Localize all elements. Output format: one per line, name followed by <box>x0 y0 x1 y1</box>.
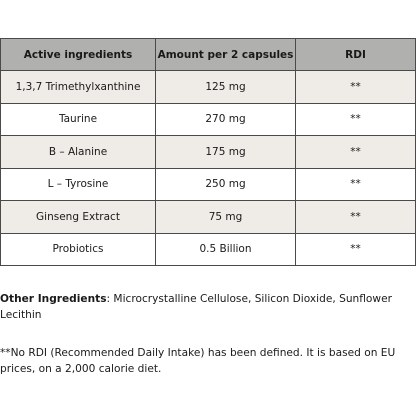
amount-cell: 250 mg <box>156 168 296 201</box>
rdi-cell: ** <box>296 168 416 201</box>
ingredient-cell: B – Alanine <box>1 136 156 169</box>
ingredient-cell: L – Tyrosine <box>1 168 156 201</box>
table-header-row <box>1 39 416 71</box>
other-ingredients <box>0 292 412 323</box>
rdi-cell: ** <box>296 233 416 266</box>
ingredients-table <box>0 38 416 266</box>
amount-cell: 175 mg <box>156 136 296 169</box>
other-ingredients-label: Other Ingredients <box>0 293 107 305</box>
rdi-cell: ** <box>296 201 416 234</box>
amount-cell: 0.5 Billion <box>156 233 296 266</box>
header-active-ingredients: Active ingredients <box>1 39 156 71</box>
table-row <box>1 71 416 104</box>
amount-cell: 75 mg <box>156 201 296 234</box>
header-rdi: RDI <box>296 39 416 71</box>
header-amount: Amount per 2 capsules <box>156 39 296 71</box>
rdi-cell: ** <box>296 136 416 169</box>
amount-cell: 125 mg <box>156 71 296 104</box>
amount-cell: 270 mg <box>156 103 296 136</box>
table-row <box>1 168 416 201</box>
other-ingredients-text: : Microcrystalline Cellulose, Silicon Dioxide, Sunflower Lecithin <box>0 293 392 321</box>
ingredient-cell: Ginseng Extract <box>1 201 156 234</box>
rdi-cell: ** <box>296 71 416 104</box>
ingredient-cell: Probiotics <box>1 233 156 266</box>
rdi-cell: ** <box>296 103 416 136</box>
ingredient-cell: Taurine <box>1 103 156 136</box>
rdi-footnote: **No RDI (Recommended Daily Intake) has been defined. It is based on EU prices, on a 2,000 calorie diet. <box>0 347 396 375</box>
ingredient-cell: 1,3,7 Trimethylxanthine <box>1 71 156 104</box>
table-row <box>1 233 416 266</box>
table-row <box>1 103 416 136</box>
table-row <box>1 201 416 234</box>
table-row <box>1 136 416 169</box>
